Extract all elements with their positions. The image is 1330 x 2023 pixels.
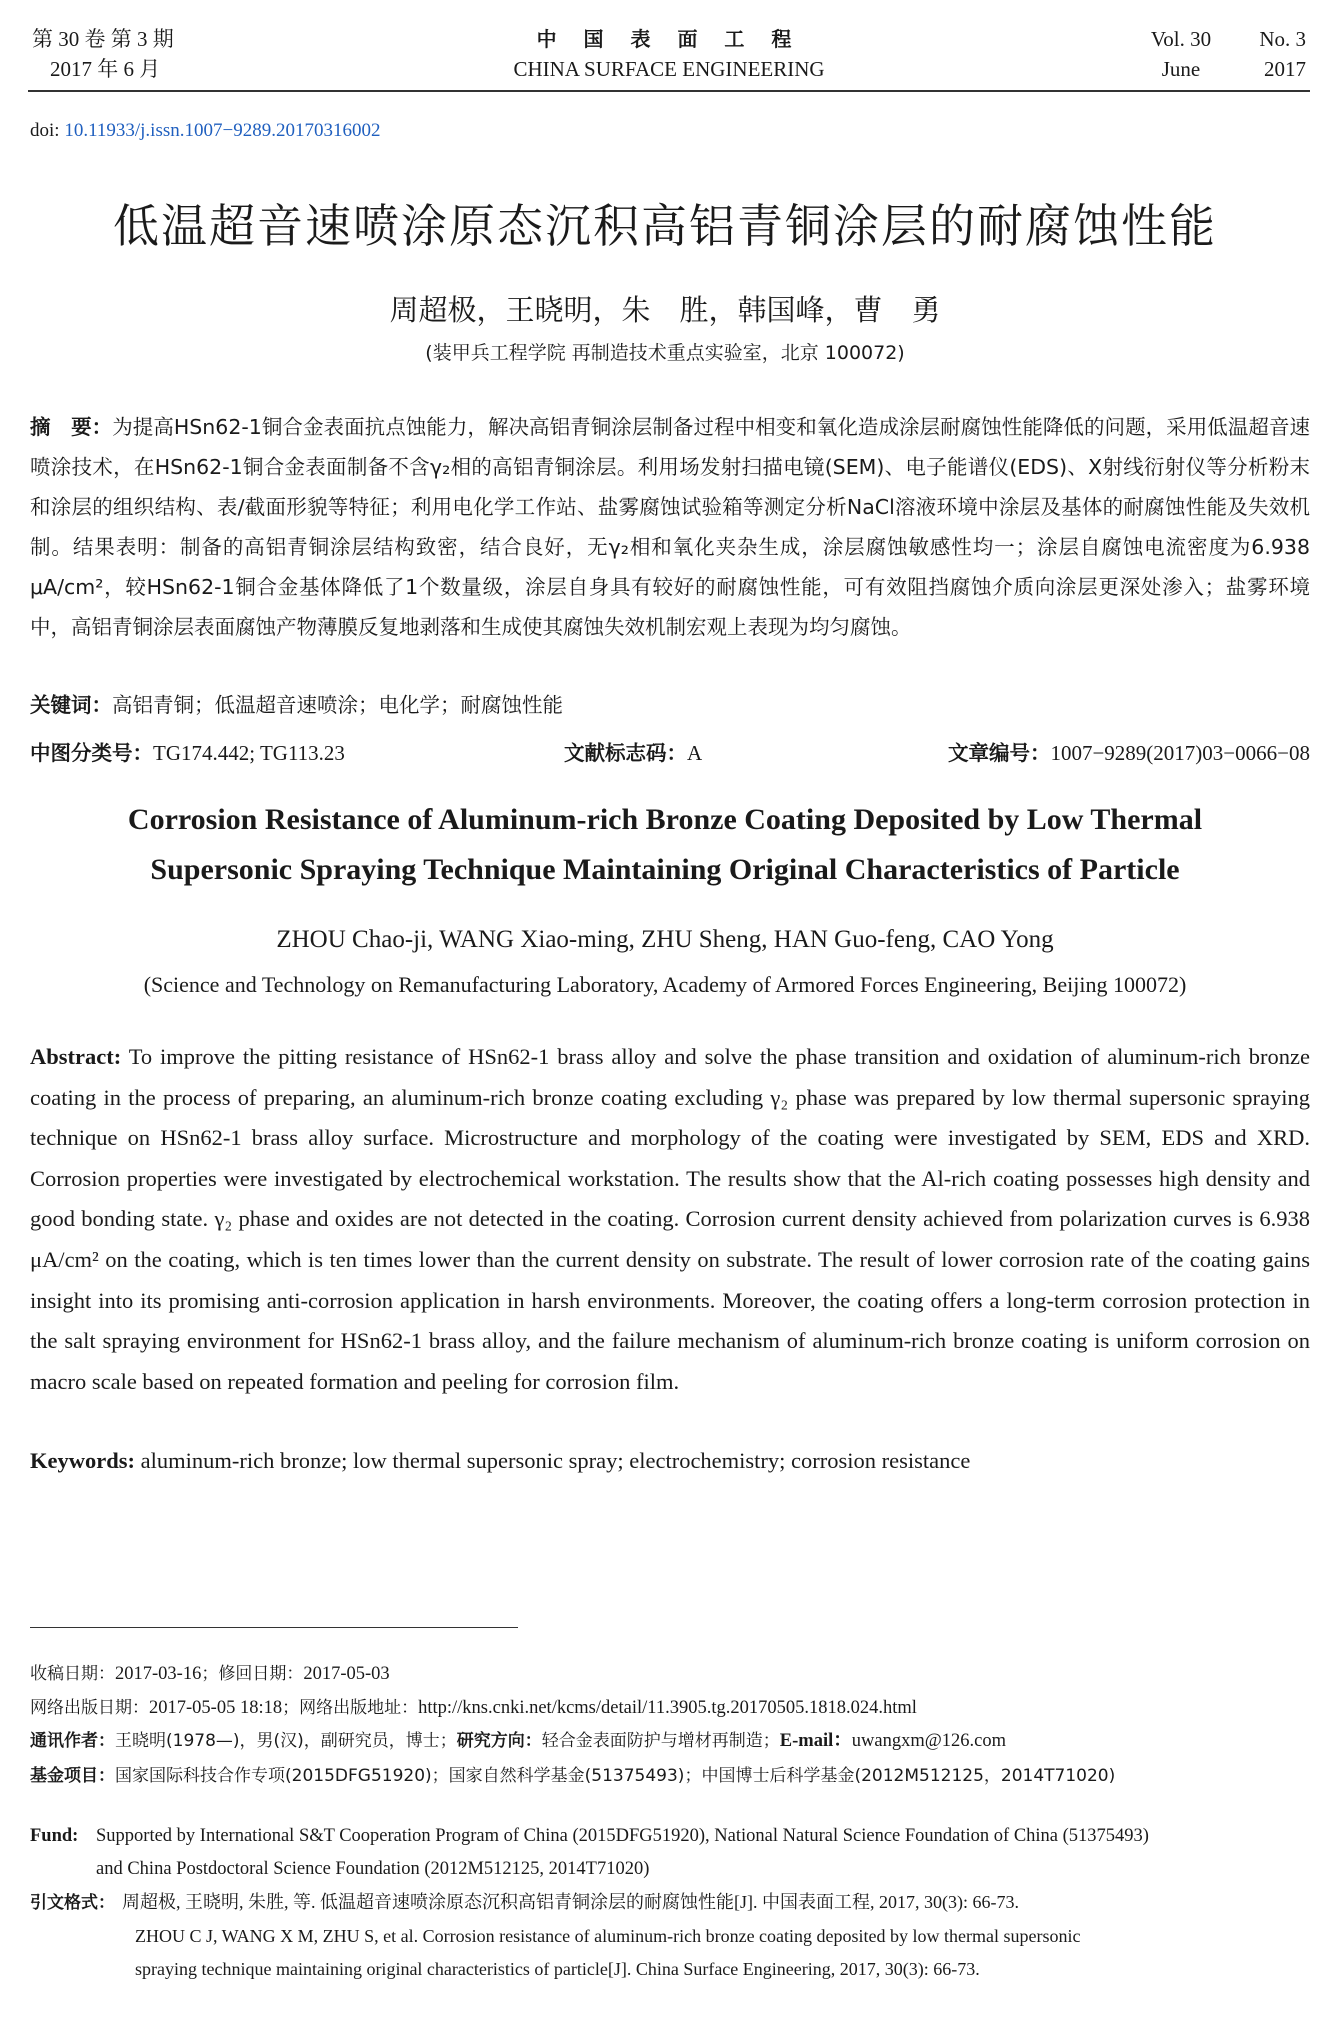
cite-en-line1: ZHOU C J, WANG X M, ZHU S, et al. Corrosion resistance of aluminum-rich bronze coating deposited by low thermal supersonic [135,1926,1081,1946]
fund-en-line2: and China Postdoctoral Science Foundation (2012M512125, 2014T71020) [96,1859,650,1879]
page-header [28,24,1310,92]
research-text: 轻合金表面防护与增材再制造； [541,1731,780,1751]
journal-name-cn: 中 国 表 面 工 程 [536,27,802,51]
cite-cn: 周超极, 王晓明, 朱胜, 等. 低温超音速喷涂原态沉积高铝青铜涂层的耐腐蚀性能[J]. 中国表面工程, 2017, 30(3): 66-73. [122,1892,1019,1912]
corr-text: 王晓明(1978—)，男(汉)，副研究员，博士； [115,1731,457,1751]
footnote-online: 网络出版日期：2017-05-05 18:18；网络出版地址：http://kns.cnki.net/kcms/detail/11.3905.tg.20170505.1818.024.html [30,1698,917,1718]
title-cn: 低温超音速喷涂原态沉积高铝青铜涂层的耐腐蚀性能 [113,199,1217,253]
header-date-cn: 2017 年 6 月 [50,57,161,81]
footnote-fund-cn [30,1759,1310,1793]
research-label: 研究方向： [456,1731,542,1751]
header-year: 2017 [1264,57,1306,81]
article-number [948,736,1310,766]
cite-label: 引文格式： [30,1893,115,1913]
keywords-en [30,1448,970,1474]
authors-en: ZHOU Chao-ji, WANG Xiao-ming, ZHU Sheng, HAN Guo-feng, CAO Yong [276,926,1054,953]
header-volume: Vol. 30 [1150,27,1212,51]
affiliation-cn: (装甲兵工程学院 再制造技术重点实验室，北京 100072) [425,342,905,364]
footnote-divider [30,1627,518,1628]
title-en [0,795,1330,895]
document-code [564,736,702,766]
online-url-link[interactable]: http://kns.cnki.net/kcms/detail/11.3905.tg.20170505.1818.024.html [418,1698,917,1718]
cite-en-line2: spraying technique maintaining original characteristics of particle[J]. China Surface Engineering, 2017, 30(3): 66-73. [135,1959,980,1979]
email-link[interactable]: uwangxm@126.com [851,1731,1006,1751]
abstract-en-label: Abstract: [30,1044,122,1069]
abstract-cn-label: 摘 要： [30,415,113,439]
email-label: E-mail： [779,1731,852,1751]
authors-cn: 周超极，王晓明，朱 胜，韩国峰，曹 勇 [389,293,941,327]
keywords-en-text: aluminum-rich bronze; low thermal supersonic spray; electrochemistry; corrosion resistance [140,1448,971,1473]
art-label: 文章编号： [947,741,1051,765]
header-center [28,24,1310,84]
received-date: 2017-03-16 [115,1664,202,1684]
title-en-line1: Corrosion Resistance of Aluminum-rich Bronze Coating Deposited by Low Thermal [127,803,1203,836]
clc-label: 中图分类号： [30,741,153,765]
abstract-cn-text: 为提高HSn62-1铜合金表面抗点蚀能力，解决高铝青铜涂层制备过程中相变和氧化造成涂层耐腐蚀性能降低的问题，采用低温超音速喷涂技术，在HSn62-1铜合金表面制备不含γ₂相的高铝青铜涂层。利用场发射扫描电镜(SEM)、电子能谱仪(EDS)、X射线衍射仪等分析粉末和涂层的组织结构、表/截面形貌等特征；利用电化学工作站、盐雾腐蚀试验箱等测定分析NaCl溶液环境中涂层及基体的耐腐蚀性能及失效机制。结果表明：制备的高铝青铜涂层结构致密，结合良好，无γ₂相和氧化夹杂生成，涂层腐蚀敏感性均一；涂层自腐蚀电流密度为6.938 μA/cm²，较HSn62-1铜合金基体降低了1个数量级，涂层自身具有较好的耐腐蚀性能，可有效阻挡腐蚀介质向涂层更深处渗入；盐雾环境中，高铝青铜涂层表面腐蚀产物薄膜反复地剥落和生成使其腐蚀失效机制宏观上表现为均匀腐蚀。 [30,415,1310,639]
keywords-cn [30,688,563,718]
corr-label: 通讯作者： [30,1731,115,1751]
classification-row [30,736,1310,766]
fund-cn-label: 基金项目： [30,1766,115,1786]
doc-label: 文献标志码： [564,741,687,765]
fund-en-label: Fund: [30,1826,79,1846]
fund-cn-text: 国家国际科技合作专项(2015DFG51920)；国家自然科学基金(51375493)；中国博士后科学基金(2012M512125，2014T71020) [115,1766,1116,1786]
clc-value: TG174.442; TG113.23 [153,741,345,765]
url-label: 网络出版地址： [299,1698,419,1718]
doi-line [30,120,380,142]
online-label: 网络出版日期： [30,1698,149,1718]
keywords-en-label: Keywords: [30,1448,135,1473]
keywords-cn-text: 高铝青铜；低温超音速喷涂；电化学；耐腐蚀性能 [112,693,563,717]
fund-en-line1: Supported by International S&T Cooperation Program of China (2015DFG51920), National Natural Science Foundation of China (51375493) [96,1826,1149,1846]
revised-label: 修回日期： [218,1664,304,1684]
received-label: 收稿日期： [30,1664,115,1684]
header-month: June [1161,57,1201,81]
online-date: 2017-05-05 18:18 [149,1698,283,1718]
header-right [1126,24,1306,84]
art-value: 1007−9289(2017)03−0066−08 [1050,741,1310,765]
footnote-corresponding [30,1724,1310,1758]
abstract-en-text: To improve the pitting resistance of HSn62-1 brass alloy and solve the phase transition and oxidation of aluminum-rich bronze coating in the process of preparing, an aluminum-rich bronze coating excluding γ₂ phase was prepared by low thermal supersonic spraying technique on HSn62-1 brass alloy surface. Microstructure and morphology of the coating were investigated by SEM, EDS and XRD. Corrosion properties were investigated by electrochemical workstation. The results show that the Al-rich coating possesses high density and good bonding state. γ₂ phase and oxides are not detected in the coating. Corrosion current density achieved from polarization curves is 6.938 μA/cm² on the coating, which is ten times lower than the current density on substrate. The result of lower corrosion rate of the coating gains insight into its promising anti-corrosion application in harsh environments. Moreover, the coating offers a long-term corrosion protection in the salt spraying environment for HSn62-1 brass alloy, and the failure mechanism of aluminum-rich bronze coating is uniform corrosion on macro scale based on repeated formation and peeling for corrosion film. [30,1044,1311,1394]
affiliation-en: (Science and Technology on Remanufacturing Laboratory, Academy of Armored Forces Engineering, Beijing 100072) [143,972,1187,997]
title-en-line2: Supersonic Spraying Technique Maintaining Original Characteristics of Particle [150,853,1180,886]
revised-date: 2017-05-03 [303,1664,390,1684]
header-number: No. 3 [1259,27,1306,51]
abstract-cn [30,407,1310,647]
doc-value: A [687,741,703,765]
doi-link[interactable]: 10.11933/j.issn.1007−9289.20170316002 [64,120,381,141]
header-volume-issue-cn: 第 30 卷 第 3 期 [32,27,174,51]
doi-label: doi: [30,120,60,141]
clc-code [30,736,345,766]
journal-name-en: CHINA SURFACE ENGINEERING [513,57,825,81]
abstract-en [30,1037,1310,1402]
footnote-dates: 收稿日期：2017-03-16；修回日期：2017-05-03 [30,1664,390,1684]
footnote-fund-en [30,1820,1310,1886]
citation-format [30,1886,1310,1986]
keywords-cn-label: 关键词： [30,693,112,717]
